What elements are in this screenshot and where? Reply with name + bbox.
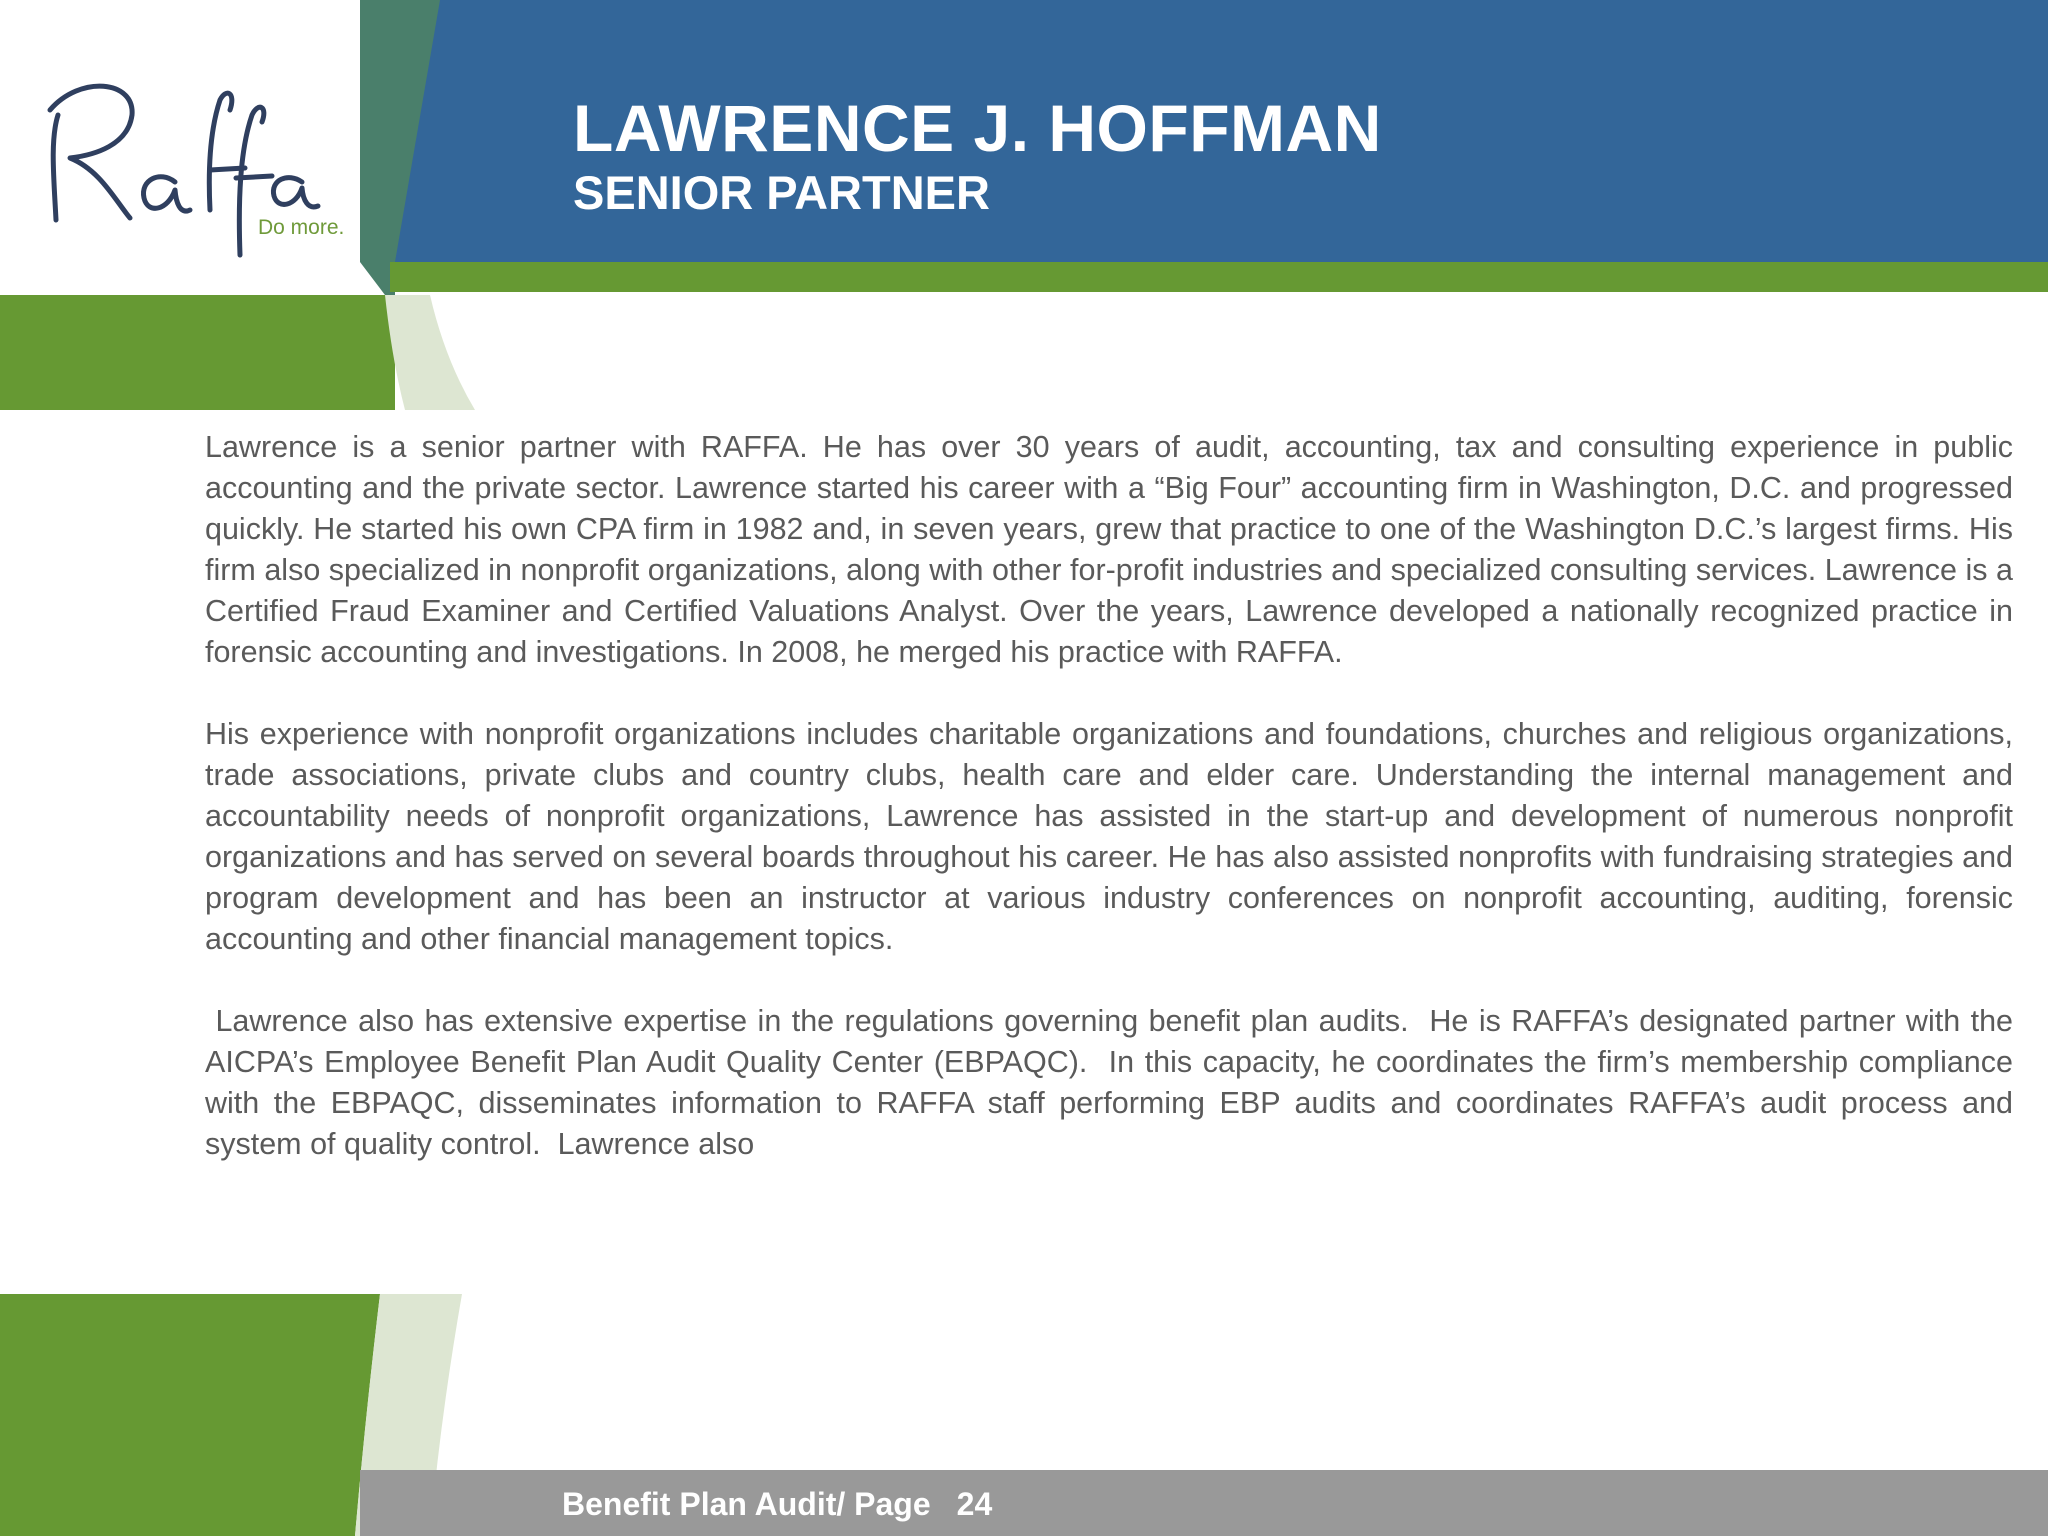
left-light-sliver (385, 295, 475, 410)
bio-paragraph-2: His experience with nonprofit organizations includes charitable organizations and foundations, churches and religious organizations, trade associations, private clubs and country clubs, health care and elder care. Understanding the internal management and accountability needs of nonprofit organizations, Lawrence has assisted in the start-up and development of numerous nonprofit organizations and has served on several boards throughout his career. He has also assisted nonprofits with fundraising strategies and program development and has been an instructor at various industry conferences on nonprofit accounting, auditing, forensic accounting and other financial management topics. (205, 717, 2013, 956)
footer-page-number: 24 (956, 1486, 993, 1522)
bottom-green-block (0, 1294, 380, 1536)
bio-paragraph-1: Lawrence is a senior partner with RAFFA. He has over 30 years of audit, accounting, tax and consulting experience in public accounting and the private sector. Lawrence started his career with a “Big Four” accounting firm in Washington, D.C. and progressed quickly. He started his own CPA firm in 1982 and, in seven years, grew that practice to one of the Washington D.C.’s largest firms. His firm also specialized in nonprofit organizations, along with other for-profit industries and specialized consulting services. Lawrence is a Certified Fraud Examiner and Certified Valuations Analyst. Over the years, Lawrence developed a nationally recognized practice in forensic accounting and investigations. In 2008, he merged his practice with RAFFA. (205, 430, 2013, 669)
footer-label: Benefit Plan Audit/ Page (562, 1486, 931, 1522)
header-green-rule (390, 262, 2048, 292)
footer (562, 1484, 992, 1524)
raffa-logo (40, 70, 370, 270)
logo-tagline: Do more. (258, 216, 345, 239)
page-title: LAWRENCE J. HOFFMAN (573, 91, 1382, 165)
bio-paragraph-3: Lawrence also has extensive expertise in the regulations governing benefit plan audits. He is RAFFA’s designated partner with the AICPA’s Employee Benefit Plan Audit Quality Center (EBPAQC). In this capacity, he coordinates the firm’s membership compliance with the EBPAQC, disseminates information to RAFFA staff performing EBP audits and coordinates RAFFA’s audit process and system of quality control. Lawrence also (205, 1004, 2022, 1161)
left-green-block (0, 295, 395, 410)
bio-text (205, 427, 2022, 1165)
title-block (573, 90, 1382, 220)
page-subtitle: SENIOR PARTNER (573, 166, 990, 219)
